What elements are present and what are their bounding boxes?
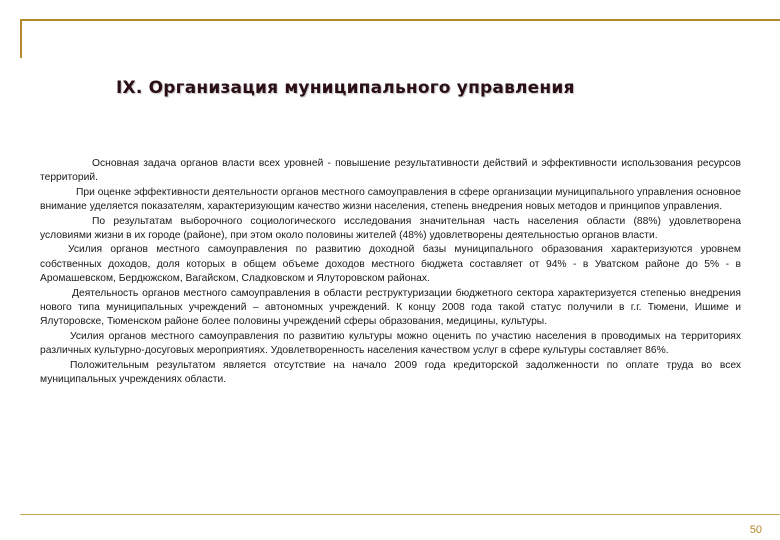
paragraph-main-task: Основная задача органов власти всех уровней - повышение результативности действий и эффективности использования ресурсов территорий.	[40, 158, 741, 184]
paragraph-revenue-base: Усилия органов местного самоуправления по развитию доходной базы муниципального образования характеризуются уровнем собственных доходов, доля которых в общем объеме доходов местного бюджета составляет от 94% - в Уватском районе до 5% - в Аромашевском, Бердюжском, Вагайском, Сладковском и Ялуторовском районах.	[40, 244, 741, 285]
slide-title: IX. Организация муниципального управления	[116, 78, 575, 98]
paragraph-efficiency-assessment: При оценке эффективности деятельности органов местного самоуправления в сфере организации муниципального управления основное внимание уделяется показателям, характеризующим качество жизни населения, степень внедрения новых методов и принципов управления.	[40, 186, 741, 213]
paragraph-budget-restructuring: Деятельность органов местного самоуправления в области реструктуризации бюджетного сектора характеризуется степенью внедрения нового типа муниципальных учреждений – автономных учреждений. К концу 2008 года такой статус получили в г.г. Тюмени, Ишиме и Ялуторовске, Тюменском районе более половины учреждений сферы образования, медицины, культуры.	[40, 287, 741, 328]
slide-top-border	[20, 19, 780, 21]
page-number: 50	[749, 524, 762, 536]
paragraph-culture: Усилия органов местного самоуправления по развитию культуры можно оценить по участию населения в проводимых на территориях различных культурно-досуговых мероприятиях. Удовлетворенность населения качеством услуг в сфере культуры составляет 86%.	[40, 330, 741, 357]
paragraph-positive-result: Положительным результатом является отсутствие на начало 2009 года кредиторской задолженности по оплате труда во всех муниципальных учреждениях области.	[40, 359, 741, 386]
slide-bottom-rule	[20, 514, 780, 515]
slide-body	[40, 157, 741, 388]
paragraph-survey-results: По результатам выборочного социологического исследования значительная часть населения области (88%) удовлетворена условиями жизни в их городе (районе), при этом около половины жителей (48%) удовлетворены деятельностью органов власти.	[40, 215, 741, 242]
slide-left-border	[20, 19, 22, 58]
